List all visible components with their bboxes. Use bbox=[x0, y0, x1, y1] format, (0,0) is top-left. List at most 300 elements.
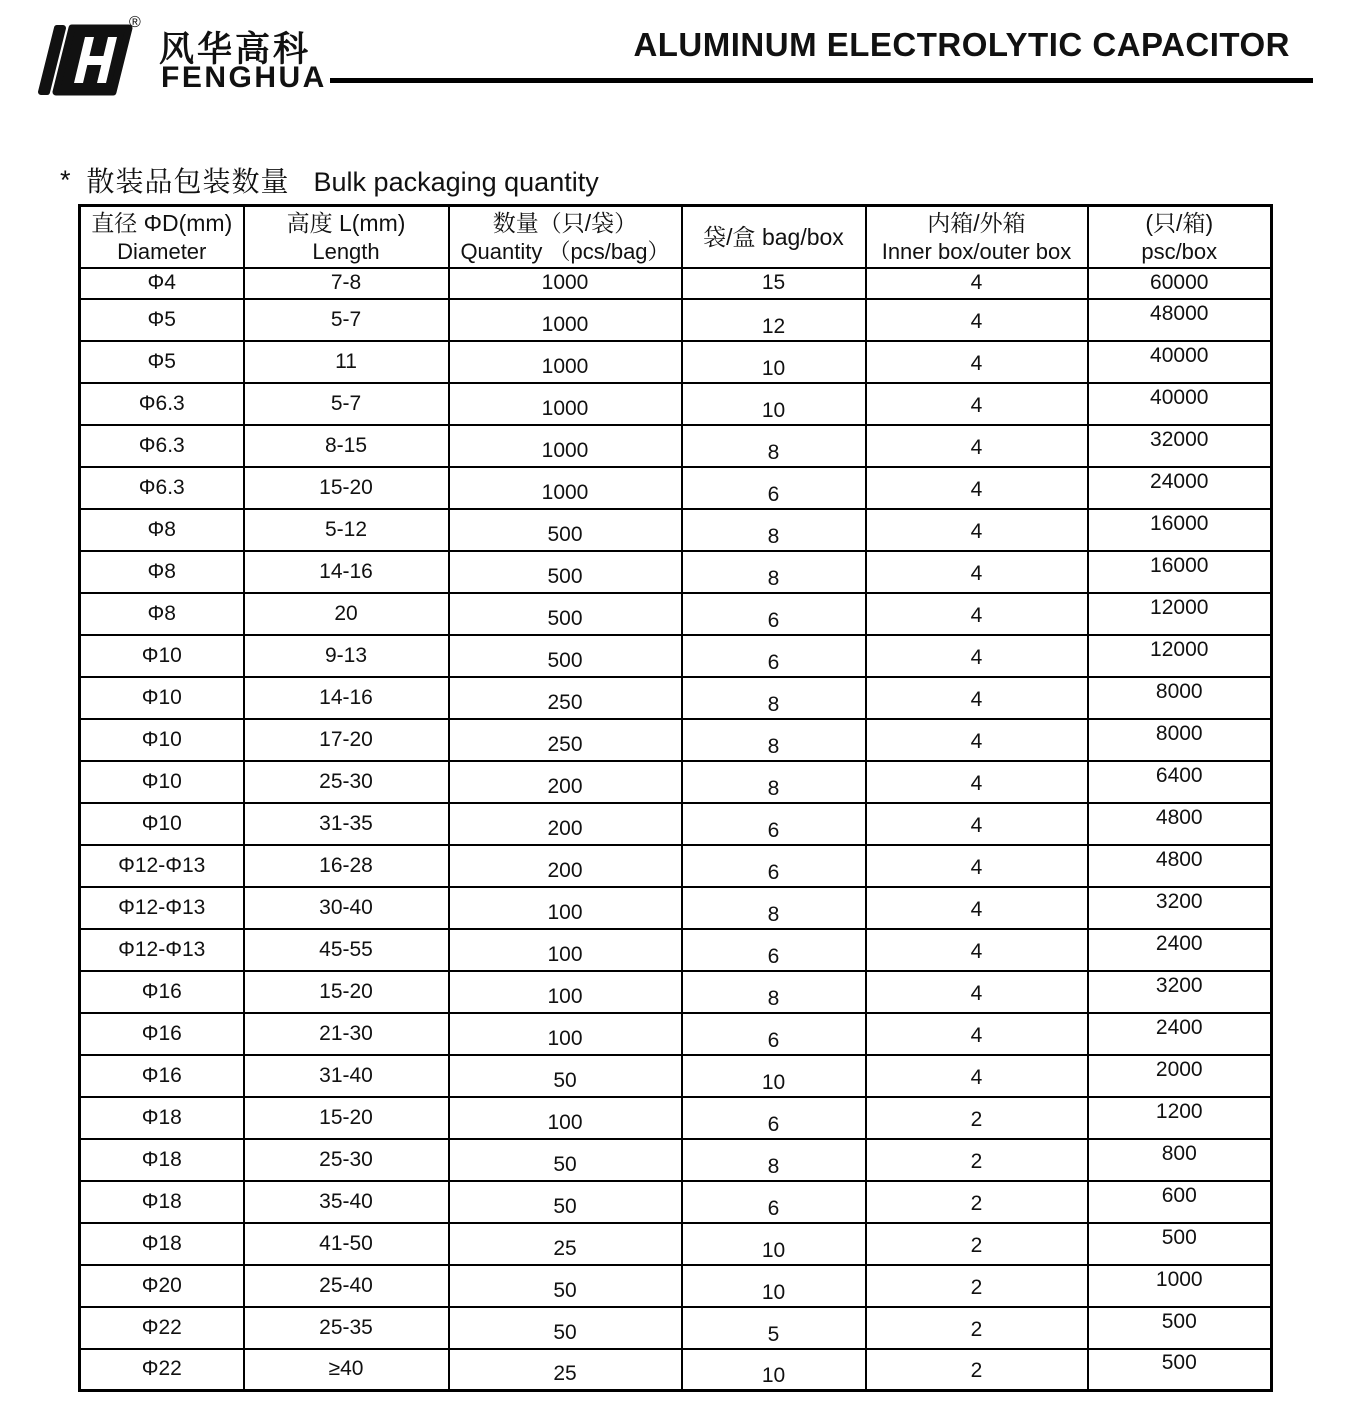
table-row bbox=[80, 1055, 1272, 1097]
column-header-length bbox=[244, 206, 449, 268]
cell-inner-outer-box bbox=[866, 971, 1088, 1013]
cell-value: 6 bbox=[767, 944, 780, 968]
cell-value: 15-20 bbox=[319, 979, 373, 1003]
cell-value: 4 bbox=[970, 981, 983, 1005]
cell-diameter bbox=[80, 467, 244, 509]
cell-value: 45-55 bbox=[319, 937, 373, 961]
cell-value: 8-15 bbox=[324, 433, 368, 457]
cell-bag-per-box bbox=[682, 1097, 866, 1139]
cell-value: Φ16 bbox=[141, 1063, 182, 1087]
cell-value: 2 bbox=[970, 1317, 983, 1341]
cell-value: 4 bbox=[970, 939, 983, 963]
cell-value: Φ8 bbox=[147, 517, 176, 541]
cell-length bbox=[244, 425, 449, 467]
cell-bag-per-box bbox=[682, 467, 866, 509]
column-header-line1: 袋/盒 bag/box bbox=[703, 223, 844, 250]
table-body bbox=[80, 268, 1272, 1391]
cell-value: 1200 bbox=[1155, 1099, 1203, 1123]
cell-value: 24000 bbox=[1150, 469, 1209, 493]
cell-value: 12 bbox=[761, 314, 786, 338]
cell-value: 5-12 bbox=[324, 517, 368, 541]
section-title-english: Bulk packaging quantity bbox=[313, 167, 599, 197]
cell-value: 31-40 bbox=[319, 1063, 373, 1087]
registered-trademark-icon: ® bbox=[129, 14, 141, 31]
cell-bag-per-box bbox=[682, 593, 866, 635]
cell-length bbox=[244, 1013, 449, 1055]
cell-value: 4 bbox=[970, 813, 983, 837]
table-row bbox=[80, 761, 1272, 803]
cell-length bbox=[244, 845, 449, 887]
cell-length bbox=[244, 1097, 449, 1139]
cell-diameter bbox=[80, 1265, 244, 1307]
cell-value: 50 bbox=[553, 1068, 577, 1092]
cell-value: 4 bbox=[970, 687, 983, 711]
cell-diameter bbox=[80, 341, 244, 383]
cell-value: 4 bbox=[970, 1065, 983, 1089]
cell-value: 2400 bbox=[1155, 931, 1203, 955]
cell-bag-per-box bbox=[682, 268, 866, 299]
cell-inner-outer-box bbox=[866, 341, 1088, 383]
cell-value: 2 bbox=[970, 1107, 983, 1131]
cell-length bbox=[244, 383, 449, 425]
cell-value: 200 bbox=[547, 774, 583, 798]
cell-quantity-per-bag bbox=[449, 1223, 682, 1265]
cell-value: 4 bbox=[970, 897, 983, 921]
cell-pcs-per-box bbox=[1088, 1139, 1272, 1181]
cell-value: 14-16 bbox=[319, 685, 373, 709]
cell-value: 6 bbox=[767, 482, 780, 506]
cell-value: 10 bbox=[761, 1364, 786, 1388]
cell-value: Φ18 bbox=[141, 1105, 182, 1129]
cell-quantity-per-bag bbox=[449, 1307, 682, 1349]
cell-value: 4 bbox=[970, 351, 983, 375]
table-row bbox=[80, 1349, 1272, 1391]
cell-value: Φ4 bbox=[147, 271, 176, 294]
cell-value: Φ10 bbox=[141, 727, 182, 751]
table-row bbox=[80, 425, 1272, 467]
fenghua-logo-icon bbox=[36, 24, 136, 96]
cell-diameter bbox=[80, 1139, 244, 1181]
table-row bbox=[80, 845, 1272, 887]
cell-value: 500 bbox=[1161, 1351, 1197, 1375]
cell-value: 50 bbox=[553, 1320, 577, 1344]
cell-quantity-per-bag bbox=[449, 1055, 682, 1097]
table-row bbox=[80, 593, 1272, 635]
cell-value: 100 bbox=[547, 900, 583, 924]
brand-name-english: FENGHUA bbox=[161, 61, 327, 94]
cell-value: 35-40 bbox=[319, 1189, 373, 1213]
cell-value: 7-8 bbox=[330, 271, 362, 294]
cell-value: 800 bbox=[1161, 1141, 1197, 1165]
cell-value: 14-16 bbox=[319, 559, 373, 583]
table-row bbox=[80, 635, 1272, 677]
cell-value: Φ16 bbox=[141, 1021, 182, 1045]
cell-value: 4 bbox=[970, 271, 983, 294]
cell-value: 10 bbox=[761, 398, 786, 422]
cell-diameter bbox=[80, 268, 244, 299]
column-header-line1: (只/箱) bbox=[1145, 209, 1214, 236]
table-row bbox=[80, 467, 1272, 509]
brand-name-chinese: 风华高科 bbox=[159, 30, 312, 69]
cell-inner-outer-box bbox=[866, 425, 1088, 467]
cell-value: 6 bbox=[767, 1112, 780, 1136]
column-header-diameter bbox=[80, 206, 244, 268]
cell-value: 11 bbox=[335, 349, 357, 373]
cell-diameter bbox=[80, 887, 244, 929]
table-header-row bbox=[80, 206, 1272, 268]
cell-inner-outer-box bbox=[866, 509, 1088, 551]
cell-value: 10 bbox=[761, 1070, 786, 1094]
cell-value: 8 bbox=[767, 902, 780, 926]
cell-quantity-per-bag bbox=[449, 635, 682, 677]
cell-value: 6 bbox=[767, 1028, 780, 1052]
cell-quantity-per-bag bbox=[449, 425, 682, 467]
cell-value: 4 bbox=[970, 729, 983, 753]
cell-bag-per-box bbox=[682, 635, 866, 677]
cell-quantity-per-bag bbox=[449, 971, 682, 1013]
cell-bag-per-box bbox=[682, 845, 866, 887]
table-row bbox=[80, 887, 1272, 929]
cell-value: 8 bbox=[767, 692, 780, 716]
cell-length bbox=[244, 299, 449, 341]
cell-value: Φ18 bbox=[141, 1189, 182, 1213]
cell-inner-outer-box bbox=[866, 761, 1088, 803]
table-row bbox=[80, 1181, 1272, 1223]
cell-quantity-per-bag bbox=[449, 803, 682, 845]
cell-value: Φ22 bbox=[141, 1315, 182, 1339]
cell-bag-per-box bbox=[682, 1265, 866, 1307]
cell-length bbox=[244, 1181, 449, 1223]
cell-value: 8 bbox=[767, 566, 780, 590]
cell-pcs-per-box bbox=[1088, 887, 1272, 929]
table-header bbox=[80, 206, 1272, 268]
cell-inner-outer-box bbox=[866, 929, 1088, 971]
cell-diameter bbox=[80, 1223, 244, 1265]
table-row bbox=[80, 1223, 1272, 1265]
cell-diameter bbox=[80, 551, 244, 593]
cell-pcs-per-box bbox=[1088, 425, 1272, 467]
cell-diameter bbox=[80, 1349, 244, 1391]
cell-value: 32000 bbox=[1150, 427, 1209, 451]
cell-bag-per-box bbox=[682, 1013, 866, 1055]
table-row bbox=[80, 268, 1272, 299]
cell-inner-outer-box bbox=[866, 803, 1088, 845]
column-header-line1: 内箱/外箱 bbox=[927, 209, 1026, 236]
cell-value: Φ12-Φ13 bbox=[118, 853, 206, 877]
cell-inner-outer-box bbox=[866, 677, 1088, 719]
cell-pcs-per-box bbox=[1088, 467, 1272, 509]
cell-value: 48000 bbox=[1150, 301, 1209, 325]
column-header-line1: 高度 L(mm) bbox=[286, 209, 406, 236]
cell-quantity-per-bag bbox=[449, 761, 682, 803]
cell-bag-per-box bbox=[682, 887, 866, 929]
cell-bag-per-box bbox=[682, 1223, 866, 1265]
cell-bag-per-box bbox=[682, 341, 866, 383]
cell-value: 2400 bbox=[1155, 1015, 1203, 1039]
column-header-line2: Inner box/outer box bbox=[881, 238, 1072, 264]
cell-value: 10 bbox=[761, 356, 786, 380]
cell-value: 100 bbox=[547, 984, 583, 1008]
table-row bbox=[80, 551, 1272, 593]
cell-diameter bbox=[80, 845, 244, 887]
cell-quantity-per-bag bbox=[449, 383, 682, 425]
cell-diameter bbox=[80, 509, 244, 551]
cell-value: 17-20 bbox=[319, 727, 373, 751]
cell-bag-per-box bbox=[682, 299, 866, 341]
cell-value: 4 bbox=[970, 561, 983, 585]
section-title-chinese: 散装品包装数量 bbox=[86, 166, 290, 197]
cell-value: 200 bbox=[547, 816, 583, 840]
cell-value: 6 bbox=[767, 650, 780, 674]
cell-bag-per-box bbox=[682, 1349, 866, 1391]
bulk-packaging-table bbox=[78, 204, 1273, 1392]
cell-diameter bbox=[80, 1055, 244, 1097]
cell-inner-outer-box bbox=[866, 1349, 1088, 1391]
section-heading bbox=[60, 160, 599, 200]
cell-value: 41-50 bbox=[319, 1231, 373, 1255]
table-row bbox=[80, 803, 1272, 845]
cell-length bbox=[244, 341, 449, 383]
cell-value: 12000 bbox=[1150, 595, 1209, 619]
cell-value: 500 bbox=[547, 564, 583, 588]
cell-inner-outer-box bbox=[866, 719, 1088, 761]
cell-diameter bbox=[80, 1013, 244, 1055]
column-header-line2: psc/box bbox=[1141, 238, 1218, 264]
cell-pcs-per-box bbox=[1088, 268, 1272, 299]
cell-value: 30-40 bbox=[319, 895, 373, 919]
cell-value: 1000 bbox=[541, 480, 589, 504]
cell-value: 8000 bbox=[1155, 679, 1203, 703]
cell-value: 31-35 bbox=[319, 811, 373, 835]
cell-quantity-per-bag bbox=[449, 719, 682, 761]
cell-pcs-per-box bbox=[1088, 1307, 1272, 1349]
cell-pcs-per-box bbox=[1088, 593, 1272, 635]
cell-value: 1000 bbox=[541, 438, 589, 462]
cell-pcs-per-box bbox=[1088, 1223, 1272, 1265]
cell-diameter bbox=[80, 677, 244, 719]
cell-value: 2 bbox=[970, 1359, 983, 1383]
column-header-line2: Quantity （pcs/bag） bbox=[460, 238, 670, 264]
cell-value: 500 bbox=[1161, 1309, 1197, 1333]
cell-value: 600 bbox=[1161, 1183, 1197, 1207]
cell-length bbox=[244, 467, 449, 509]
cell-quantity-per-bag bbox=[449, 845, 682, 887]
table-row bbox=[80, 1097, 1272, 1139]
cell-value: 1000 bbox=[541, 271, 589, 294]
cell-value: 25 bbox=[553, 1362, 577, 1386]
cell-value: Φ22 bbox=[141, 1357, 182, 1381]
cell-value: 5-7 bbox=[330, 391, 362, 415]
cell-length bbox=[244, 929, 449, 971]
cell-bag-per-box bbox=[682, 761, 866, 803]
cell-value: 9-13 bbox=[324, 643, 368, 667]
cell-length bbox=[244, 971, 449, 1013]
cell-inner-outer-box bbox=[866, 299, 1088, 341]
cell-diameter bbox=[80, 761, 244, 803]
cell-value: 25-30 bbox=[319, 1147, 373, 1171]
cell-value: 4 bbox=[970, 603, 983, 627]
cell-value: 6 bbox=[767, 860, 780, 884]
column-header-bag-per-box bbox=[682, 206, 866, 268]
cell-pcs-per-box bbox=[1088, 341, 1272, 383]
cell-pcs-per-box bbox=[1088, 803, 1272, 845]
cell-value: 4 bbox=[970, 477, 983, 501]
cell-value: 4 bbox=[970, 1023, 983, 1047]
cell-value: 4 bbox=[970, 435, 983, 459]
cell-value: 60000 bbox=[1150, 271, 1209, 294]
cell-inner-outer-box bbox=[866, 845, 1088, 887]
cell-value: Φ8 bbox=[147, 601, 176, 625]
cell-value: Φ5 bbox=[147, 307, 176, 331]
cell-diameter bbox=[80, 719, 244, 761]
cell-value: 16000 bbox=[1150, 511, 1209, 535]
cell-quantity-per-bag bbox=[449, 1013, 682, 1055]
cell-value: 8 bbox=[767, 524, 780, 548]
table-row bbox=[80, 341, 1272, 383]
cell-value: 100 bbox=[547, 1110, 583, 1134]
table-row bbox=[80, 1013, 1272, 1055]
cell-value: 4800 bbox=[1155, 847, 1203, 871]
cell-bag-per-box bbox=[682, 1139, 866, 1181]
cell-inner-outer-box bbox=[866, 268, 1088, 299]
table-row bbox=[80, 971, 1272, 1013]
cell-diameter bbox=[80, 425, 244, 467]
table-row bbox=[80, 1139, 1272, 1181]
cell-pcs-per-box bbox=[1088, 1265, 1272, 1307]
cell-diameter bbox=[80, 383, 244, 425]
cell-value: Φ12-Φ13 bbox=[118, 937, 206, 961]
cell-quantity-per-bag bbox=[449, 467, 682, 509]
cell-inner-outer-box bbox=[866, 1307, 1088, 1349]
cell-value: Φ6.3 bbox=[138, 391, 185, 415]
cell-value: 3200 bbox=[1155, 973, 1203, 997]
cell-value: Φ10 bbox=[141, 769, 182, 793]
cell-value: 40000 bbox=[1150, 385, 1209, 409]
cell-quantity-per-bag bbox=[449, 1181, 682, 1223]
cell-quantity-per-bag bbox=[449, 1097, 682, 1139]
cell-value: 10 bbox=[761, 1280, 786, 1304]
cell-quantity-per-bag bbox=[449, 1265, 682, 1307]
cell-value: 16000 bbox=[1150, 553, 1209, 577]
cell-diameter bbox=[80, 1307, 244, 1349]
cell-value: 200 bbox=[547, 858, 583, 882]
cell-value: 8 bbox=[767, 734, 780, 758]
cell-pcs-per-box bbox=[1088, 761, 1272, 803]
table-row bbox=[80, 299, 1272, 341]
cell-value: 21-30 bbox=[319, 1021, 373, 1045]
cell-value: 100 bbox=[547, 942, 583, 966]
cell-pcs-per-box bbox=[1088, 1181, 1272, 1223]
cell-value: 1000 bbox=[541, 312, 589, 336]
cell-value: 1000 bbox=[1155, 1267, 1203, 1291]
cell-inner-outer-box bbox=[866, 1097, 1088, 1139]
cell-value: 4 bbox=[970, 519, 983, 543]
column-header-line2: Diameter bbox=[117, 238, 207, 264]
cell-value: 25-40 bbox=[319, 1273, 373, 1297]
cell-bag-per-box bbox=[682, 677, 866, 719]
cell-bag-per-box bbox=[682, 929, 866, 971]
cell-value: 500 bbox=[547, 522, 583, 546]
cell-value: Φ10 bbox=[141, 643, 182, 667]
cell-value: 25-30 bbox=[319, 769, 373, 793]
cell-value: 4 bbox=[970, 309, 983, 333]
cell-pcs-per-box bbox=[1088, 845, 1272, 887]
cell-bag-per-box bbox=[682, 1055, 866, 1097]
cell-inner-outer-box bbox=[866, 1265, 1088, 1307]
cell-bag-per-box bbox=[682, 509, 866, 551]
cell-diameter bbox=[80, 1097, 244, 1139]
cell-pcs-per-box bbox=[1088, 383, 1272, 425]
cell-value: 25 bbox=[553, 1236, 577, 1260]
cell-value: 25-35 bbox=[319, 1315, 373, 1339]
cell-bag-per-box bbox=[682, 719, 866, 761]
cell-value: Φ10 bbox=[141, 685, 182, 709]
cell-value: 16-28 bbox=[319, 853, 373, 877]
cell-value: 500 bbox=[547, 606, 583, 630]
cell-value: 2 bbox=[970, 1275, 983, 1299]
cell-diameter bbox=[80, 299, 244, 341]
cell-diameter bbox=[80, 803, 244, 845]
cell-inner-outer-box bbox=[866, 1013, 1088, 1055]
cell-quantity-per-bag bbox=[449, 929, 682, 971]
cell-value: 8 bbox=[767, 1154, 780, 1178]
cell-value: 50 bbox=[553, 1278, 577, 1302]
cell-value: 6400 bbox=[1155, 763, 1203, 787]
cell-value: 1000 bbox=[541, 396, 589, 420]
table-row bbox=[80, 929, 1272, 971]
cell-value: 8 bbox=[767, 986, 780, 1010]
cell-pcs-per-box bbox=[1088, 551, 1272, 593]
cell-value: 4 bbox=[970, 855, 983, 879]
cell-pcs-per-box bbox=[1088, 299, 1272, 341]
cell-length bbox=[244, 761, 449, 803]
cell-pcs-per-box bbox=[1088, 929, 1272, 971]
header-rule bbox=[330, 78, 1313, 83]
cell-bag-per-box bbox=[682, 803, 866, 845]
cell-quantity-per-bag bbox=[449, 887, 682, 929]
cell-value: 2 bbox=[970, 1149, 983, 1173]
cell-value: Φ18 bbox=[141, 1147, 182, 1171]
cell-length bbox=[244, 551, 449, 593]
cell-value: 2000 bbox=[1155, 1057, 1203, 1081]
table-row bbox=[80, 719, 1272, 761]
cell-value: 15-20 bbox=[319, 1105, 373, 1129]
cell-pcs-per-box bbox=[1088, 635, 1272, 677]
cell-pcs-per-box bbox=[1088, 1055, 1272, 1097]
cell-quantity-per-bag bbox=[449, 299, 682, 341]
cell-value: 250 bbox=[547, 732, 583, 756]
cell-quantity-per-bag bbox=[449, 509, 682, 551]
section-marker: * bbox=[60, 165, 71, 195]
cell-length bbox=[244, 1349, 449, 1391]
cell-value: ≥40 bbox=[328, 1357, 364, 1381]
cell-inner-outer-box bbox=[866, 635, 1088, 677]
table-row bbox=[80, 677, 1272, 719]
cell-pcs-per-box bbox=[1088, 719, 1272, 761]
cell-length bbox=[244, 268, 449, 299]
cell-quantity-per-bag bbox=[449, 341, 682, 383]
cell-value: Φ6.3 bbox=[138, 433, 185, 457]
cell-length bbox=[244, 719, 449, 761]
cell-value: 100 bbox=[547, 1026, 583, 1050]
column-header-line1: 直径 ΦD(mm) bbox=[91, 209, 233, 236]
cell-length bbox=[244, 1307, 449, 1349]
cell-value: 2 bbox=[970, 1191, 983, 1215]
cell-value: 15 bbox=[761, 271, 786, 294]
cell-length bbox=[244, 593, 449, 635]
cell-value: Φ5 bbox=[147, 349, 176, 373]
cell-value: 20 bbox=[334, 601, 358, 625]
